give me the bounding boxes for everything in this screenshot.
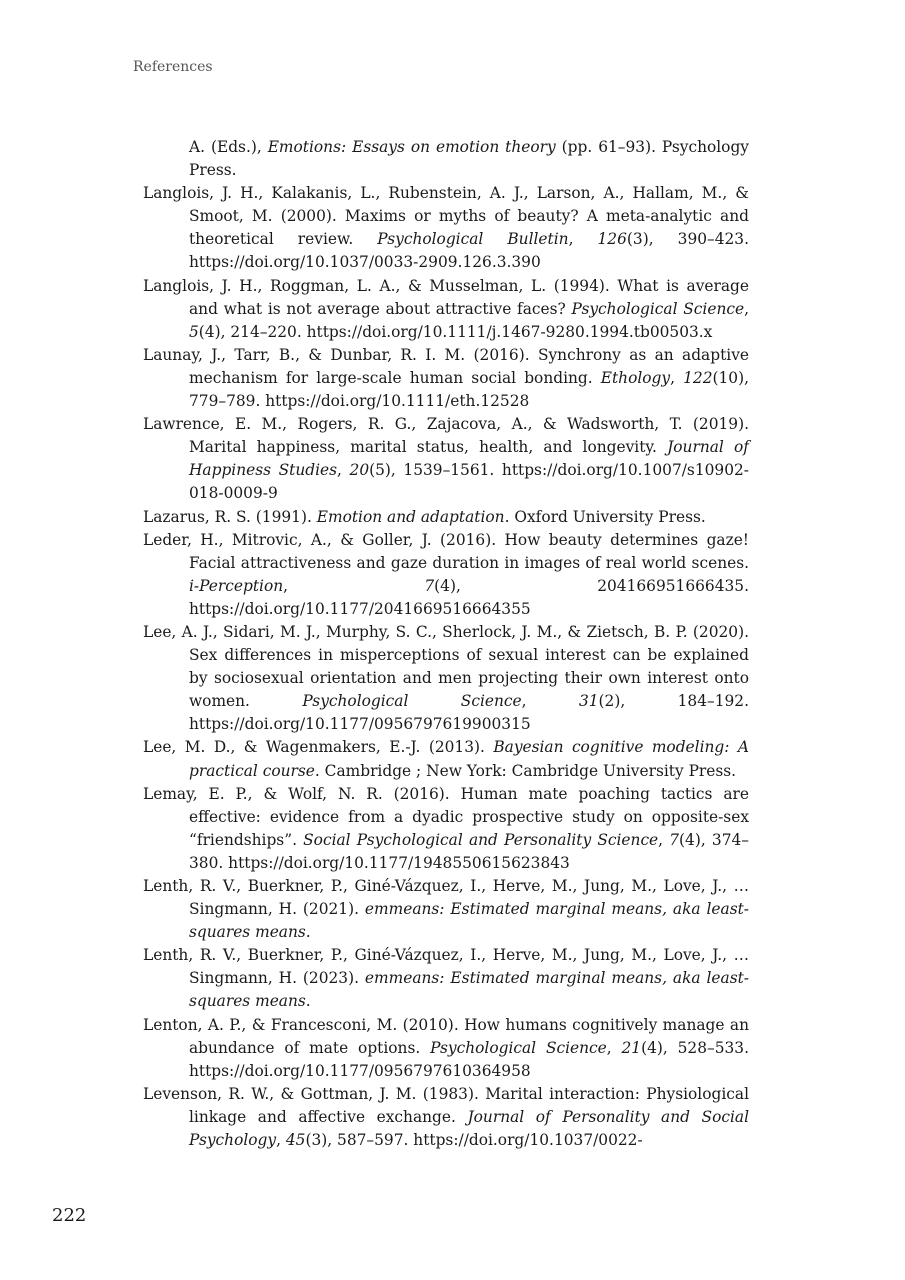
reference-entry — [143, 529, 749, 621]
reference-text: (4), 374–380. https://doi.org/10.1177/1948550615623843 — [189, 830, 749, 872]
reference-text: (2), 184–192. https://doi.org/10.1177/0956797619900315 — [189, 692, 749, 734]
reference-text: (5), 1539–1561. https://doi.org/10.1007/s10902-018-0009-9 — [189, 461, 749, 503]
reference-entry — [143, 944, 749, 1013]
page-number: 222 — [52, 1205, 87, 1226]
reference-italic-text: 45 — [285, 1131, 306, 1150]
reference-text: Lee, M. D., & Wagenmakers, E.-J. (2013). — [143, 738, 494, 757]
reference-italic-text: emmeans: Estimated marginal means, aka least-squares means — [189, 969, 749, 1011]
reference-italic-text: 5 — [189, 322, 199, 341]
reference-italic-text: Psychological Bulletin — [377, 230, 569, 249]
reference-list — [143, 136, 749, 1152]
reference-entry — [143, 621, 749, 736]
reference-text: (3), 587–597. https://doi.org/10.1037/0022- — [305, 1131, 643, 1150]
reference-text: Lenton, A. P., & Francesconi, M. (2010). How humans cognitively manage an abundance of mate options. — [143, 1015, 749, 1057]
reference-text: . Cambridge ; New York: Cambridge University Press. — [314, 761, 737, 780]
reference-text: (4), 214–220. https://doi.org/10.1111/j.1467-9280.1994.tb00503.x — [198, 322, 713, 341]
reference-italic-text: Bayesian cognitive modeling: A practical course — [189, 738, 749, 780]
running-head: References — [133, 59, 213, 75]
reference-entry — [143, 413, 749, 505]
reference-italic-text: 7 — [669, 830, 680, 849]
reference-italic-text: Psychological Science — [302, 692, 522, 711]
reference-text: (10), 779–789. https://doi.org/10.1111/eth.12528 — [189, 368, 749, 411]
reference-text: , — [283, 576, 425, 595]
reference-text: Leder, H., Mitrovic, A., & Goller, J. (2016). How beauty determines gaze! Facial attractiveness and gaze duration in images of real world scenes. — [143, 530, 749, 572]
reference-text: (3), 390–423. https://doi.org/10.1037/0033-2909.126.3.390 — [189, 230, 749, 272]
reference-italic-text: 7 — [424, 576, 435, 595]
reference-entry — [143, 275, 749, 344]
reference-text: , — [606, 1038, 622, 1057]
reference-entry — [143, 182, 749, 274]
reference-text: . Oxford University Press. — [504, 507, 706, 526]
reference-text: Langlois, J. H., Kalakanis, L., Rubenstein, A. J., Larson, A., Hallam, M., & Smoot, M. (2000). Maxims or myths of beauty? A meta-analytic and theoretical review. — [143, 184, 749, 249]
reference-text: . — [305, 923, 311, 942]
reference-text: , — [568, 230, 598, 249]
reference-text: Lee, A. J., Sidari, M. J., Murphy, S. C., Sherlock, J. M., & Zietsch, B. P. (2020). Sex differences in misperceptions of sexual interest can be explained by sociosexual orientation and men projecting their own interest onto women. — [143, 622, 749, 711]
reference-text: (pp. 61–93). Psychology Press. — [189, 138, 749, 180]
reference-italic-text: 122 — [683, 368, 713, 387]
reference-text: Langlois, J. H., Roggman, L. A., & Musselman, L. (1994). What is average and what is not average about attractive faces? — [143, 276, 749, 318]
reference-entry — [143, 136, 749, 182]
reference-text: Lawrence, E. M., Rogers, R. G., Zajacova, A., & Wadsworth, T. (2019). Marital happiness, marital status, health, and longevity. — [143, 415, 749, 457]
reference-italic-text: 31 — [578, 692, 599, 711]
reference-italic-text: Psychological Science — [571, 299, 745, 318]
reference-italic-text: Social Psychological and Personality Science — [303, 830, 659, 849]
reference-text: , — [658, 830, 670, 849]
reference-italic-text: emmeans: Estimated marginal means, aka least-squares means — [189, 900, 749, 942]
reference-entry — [143, 783, 749, 875]
reference-text: . — [305, 992, 311, 1011]
reference-entry — [143, 344, 749, 413]
reference-italic-text: 20 — [349, 461, 370, 480]
reference-text: Lemay, E. P., & Wolf, N. R. (2016). Human mate poaching tactics are effective: evidence from a dyadic prospective study on opposite-sex “friendships”. — [143, 784, 749, 849]
reference-text: Launay, J., Tarr, B., & Dunbar, R. I. M. (2016). Synchrony as an adaptive mechanism for large-scale human social bonding. — [143, 345, 749, 387]
reference-text: Lenth, R. V., Buerkner, P., Giné-Vázquez, I., Herve, M., Jung, M., Love, J., … Singmann, H. (2021). — [143, 877, 749, 919]
reference-italic-text: i-Perception — [189, 576, 284, 595]
reference-entry — [143, 1014, 749, 1083]
reference-italic-text: Ethology — [600, 368, 671, 387]
reference-text: Lenth, R. V., Buerkner, P., Giné-Vázquez, I., Herve, M., Jung, M., Love, J., … Singmann, H. (2023). — [143, 946, 749, 988]
reference-italic-text: Journal of Happiness Studies — [189, 438, 749, 480]
reference-italic-text: 126 — [597, 230, 627, 249]
reference-entry — [143, 1083, 749, 1152]
reference-text: Lazarus, R. S. (1991). — [143, 507, 317, 526]
reference-italic-text: 21 — [621, 1038, 642, 1057]
reference-entry — [143, 506, 749, 529]
reference-italic-text: Journal of Personality and Social Psychology — [189, 1107, 749, 1150]
reference-italic-text: Emotion and adaptation — [316, 507, 505, 526]
reference-entry — [143, 736, 749, 782]
reference-text: , — [744, 299, 749, 318]
reference-text: A. (Eds.), — [189, 138, 268, 156]
reference-text: , — [521, 692, 579, 711]
reference-text: Levenson, R. W., & Gottman, J. M. (1983). Marital interaction: Physiological linkage and affective exchange. — [143, 1084, 749, 1126]
reference-italic-text: Emotions: Essays on emotion theory — [267, 138, 556, 156]
reference-entry — [143, 875, 749, 944]
reference-italic-text: Psychological Science — [430, 1038, 607, 1057]
reference-text: (4), 204166951666435. https://doi.org/10.1177/2041669516664355 — [189, 576, 749, 618]
reference-text: (4), 528–533. https://doi.org/10.1177/0956797610364958 — [189, 1038, 749, 1080]
reference-text: , — [276, 1131, 286, 1150]
reference-text: , — [670, 368, 684, 387]
reference-text: , — [337, 461, 350, 480]
